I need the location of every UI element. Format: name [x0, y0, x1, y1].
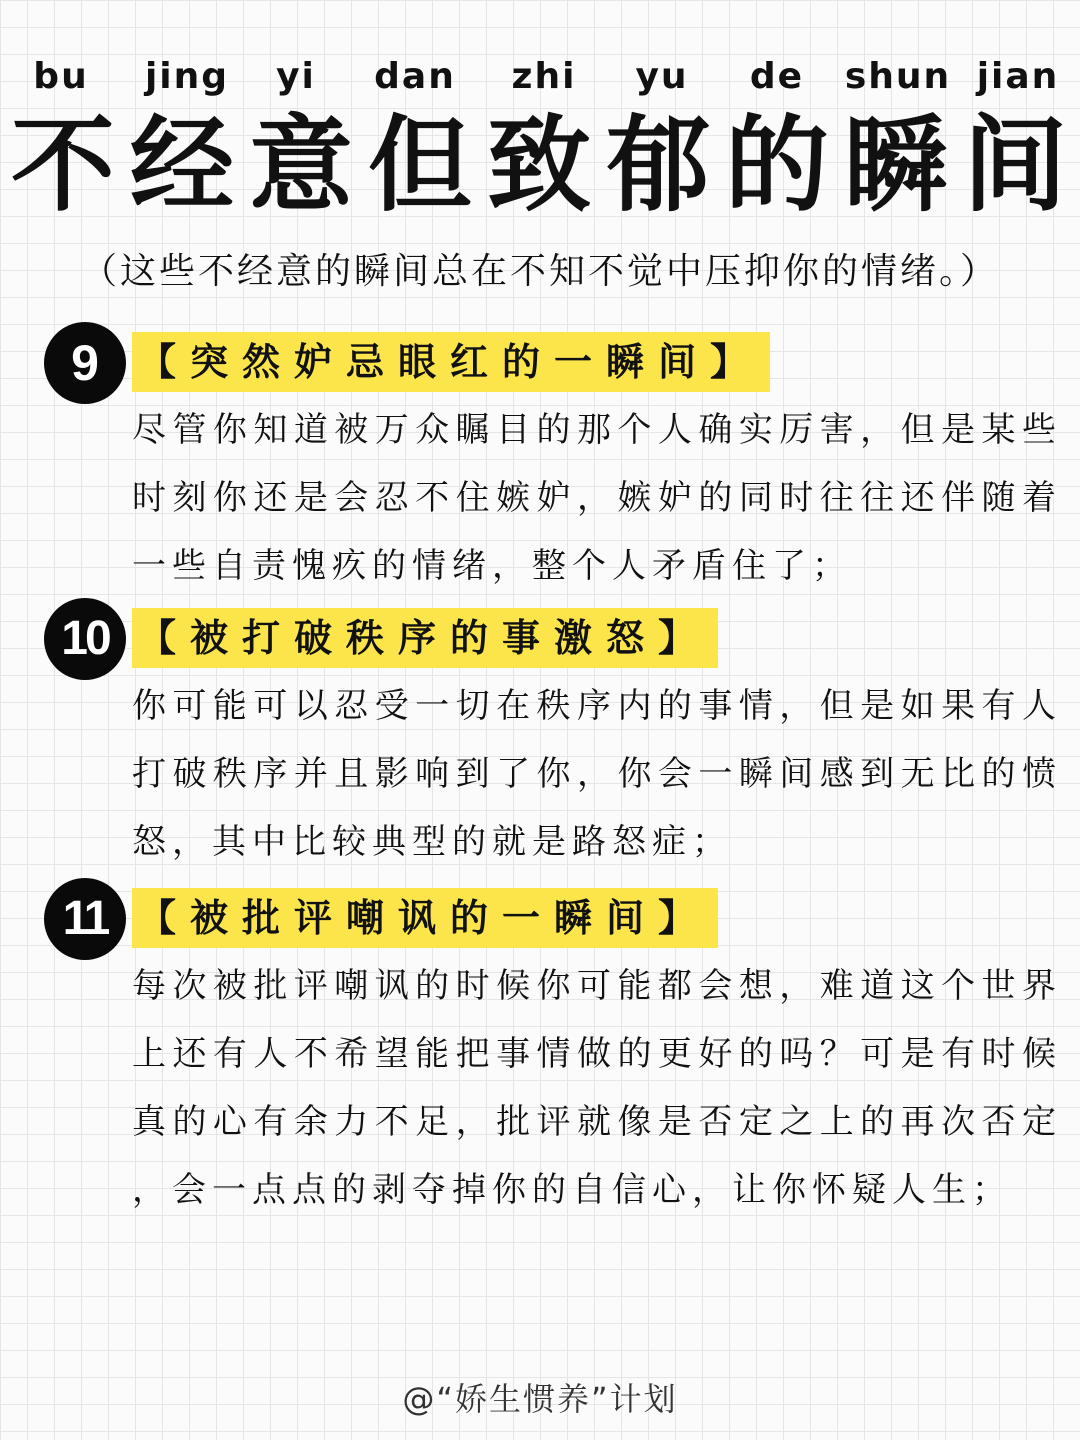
paragraph-line: 时刻你还是会忍不住嫉妒，嫉妒的同时往往还伴随着 — [132, 478, 1056, 518]
pinyin-1: bu — [33, 56, 89, 97]
pinyin-3: yi — [276, 56, 316, 97]
paragraph-line: 上还有人不希望能把事情做的更好的吗？可是有时候 — [132, 1034, 1056, 1074]
subtitle: （这些不经意的瞬间总在不知不觉中压抑你的情绪。） — [80, 251, 999, 292]
section-heading: 【突然妒忌眼红的一瞬间】 — [132, 332, 770, 392]
title-char-1: 不 — [10, 104, 115, 226]
title-char-7: 的 — [724, 104, 829, 226]
title-char-6: 郁 — [605, 104, 710, 226]
number-badge: 9 — [44, 322, 126, 404]
pinyin-7: de — [749, 56, 805, 97]
pinyin-6: yu — [635, 56, 689, 97]
paragraph-line: 尽管你知道被万众瞩目的那个人确实厉害，但是某些 — [132, 410, 1056, 450]
paragraph-line: 打破秩序并且影响到了你，你会一瞬间感到无比的愤 — [132, 754, 1056, 794]
section-paragraph — [132, 672, 1056, 876]
paragraph-line: 你可能可以忍受一切在秩序内的事情，但是如果有人 — [132, 686, 1056, 726]
paragraph-line: 真的心有余力不足，批评就像是否定之上的再次否定 — [132, 1102, 1056, 1142]
paragraph-line: 每次被批评嘲讽的时候你可能都会想，难道这个世界 — [132, 966, 1056, 1006]
section-heading: 【被批评嘲讽的一瞬间】 — [132, 888, 718, 948]
pinyin-row — [0, 52, 1080, 102]
title-char-3: 意 — [248, 104, 353, 226]
section-heading: 【被打破秩序的事激怒】 — [132, 608, 718, 668]
title-char-8: 瞬 — [843, 104, 948, 226]
title-char-9: 间 — [962, 104, 1067, 226]
pinyin-4: dan — [374, 56, 456, 97]
pinyin-2: jing — [144, 56, 230, 97]
title-char-5: 致 — [486, 104, 591, 226]
number-badge: 11 — [44, 878, 126, 960]
page-title — [0, 104, 1080, 226]
paragraph-line: 一些自责愧疚的情绪，整个人矛盾住了； — [132, 546, 852, 586]
title-char-2: 经 — [129, 104, 234, 226]
pinyin-9: jian — [976, 56, 1060, 97]
pinyin-8: shun — [844, 56, 952, 97]
paragraph-line: 怒，其中比较典型的就是路怒症； — [132, 822, 732, 862]
paragraph-line: ，会一点点的剥夺掉你的自信心，让你怀疑人生； — [132, 1170, 1012, 1210]
pinyin-5: zhi — [511, 56, 577, 97]
number-badge: 10 — [44, 598, 126, 680]
section-paragraph — [132, 396, 1056, 600]
footer-credit: @“娇生惯养”计划 — [402, 1380, 678, 1418]
section-paragraph — [132, 952, 1056, 1224]
title-char-4: 但 — [367, 104, 472, 226]
